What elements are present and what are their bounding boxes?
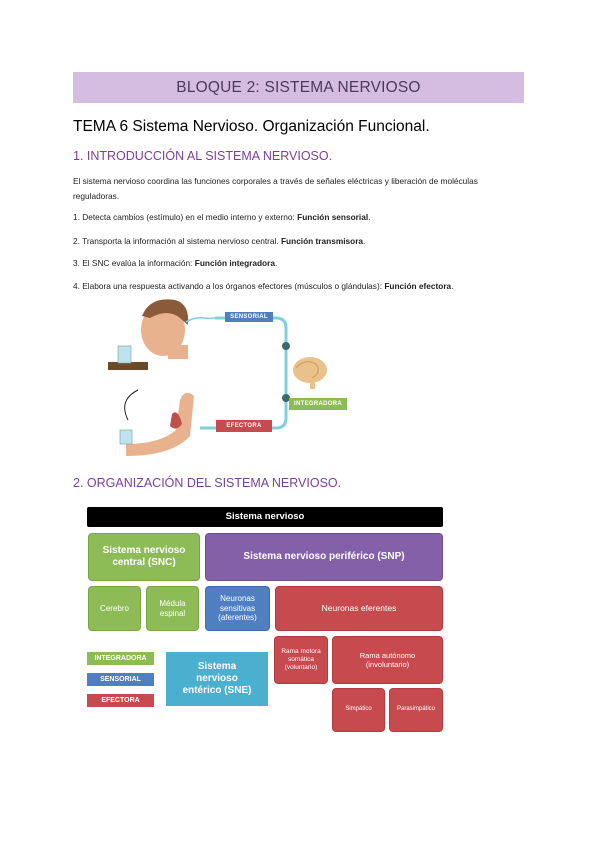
legend-efectora: EFECTORA [87, 694, 154, 707]
arm-illustration [120, 393, 194, 456]
snc-box: Sistema nervioso central (SNC) [88, 533, 200, 581]
function-item-3: 3. El SNC evalúa la información: Función integradora. [73, 258, 278, 268]
medula-box: Médula espinal [146, 586, 199, 631]
efectora-tag: EFECTORA [216, 420, 272, 432]
loop-path [200, 318, 286, 428]
function-item-2: 2. Transporta la información al sistema nervioso central. Función transmisora. [73, 236, 366, 246]
legend-integradora: INTEGRADORA [87, 652, 154, 665]
motion-arrow [125, 390, 138, 420]
simpatico-box: Simpático [332, 688, 385, 732]
cerebro-box: Cerebro [88, 586, 141, 631]
sistema-nervioso-root: Sistema nervioso [87, 507, 443, 527]
sensorial-tag: SENSORIAL [226, 311, 272, 322]
head-illustration [141, 299, 188, 359]
eferentes-box: Neuronas eferentes [275, 586, 443, 631]
sne-box: Sistema nervioso entérico (SNE) [166, 652, 268, 706]
section2-heading: 2. ORGANIZACIÓN DEL SISTEMA NERVIOSO. [73, 476, 342, 490]
integradora-tag: INTEGRADORA [289, 398, 347, 410]
somatica-box: Rama motora somática (voluntario) [274, 636, 328, 684]
glass-icon [118, 346, 131, 363]
section1-heading: 1. INTRODUCCIÓN AL SISTEMA NERVIOSO. [73, 149, 333, 163]
brain-icon [293, 357, 327, 389]
bloque-title: BLOQUE 2: SISTEMA NERVIOSO [176, 78, 421, 96]
tema-title: TEMA 6 Sistema Nervioso. Organización Funcional. [73, 118, 430, 135]
function-item-4: 4. Elabora una respuesta activando a los órganos efectores (músculos o glándulas): Función efectora. [73, 281, 454, 291]
snp-box: Sistema nervioso periférico (SNP) [205, 533, 443, 581]
parasimpatico-box: Parasimpático [389, 688, 443, 732]
node-dot-top [282, 342, 290, 350]
autonoma-box: Rama autónomo (involuntario) [332, 636, 443, 684]
aferentes-box: Neuronas sensitivas (aferentes) [205, 586, 270, 631]
legend-sensorial: SENSORIAL [87, 673, 154, 686]
function-item-1: 1. Detecta cambios (estímulo) en el medio interno y externo: Función sensorial. [73, 212, 371, 222]
intro-paragraph: El sistema nervioso coordina las funciones corporales a través de señales eléctricas y liberación de moléculas reguladoras. [73, 176, 478, 201]
